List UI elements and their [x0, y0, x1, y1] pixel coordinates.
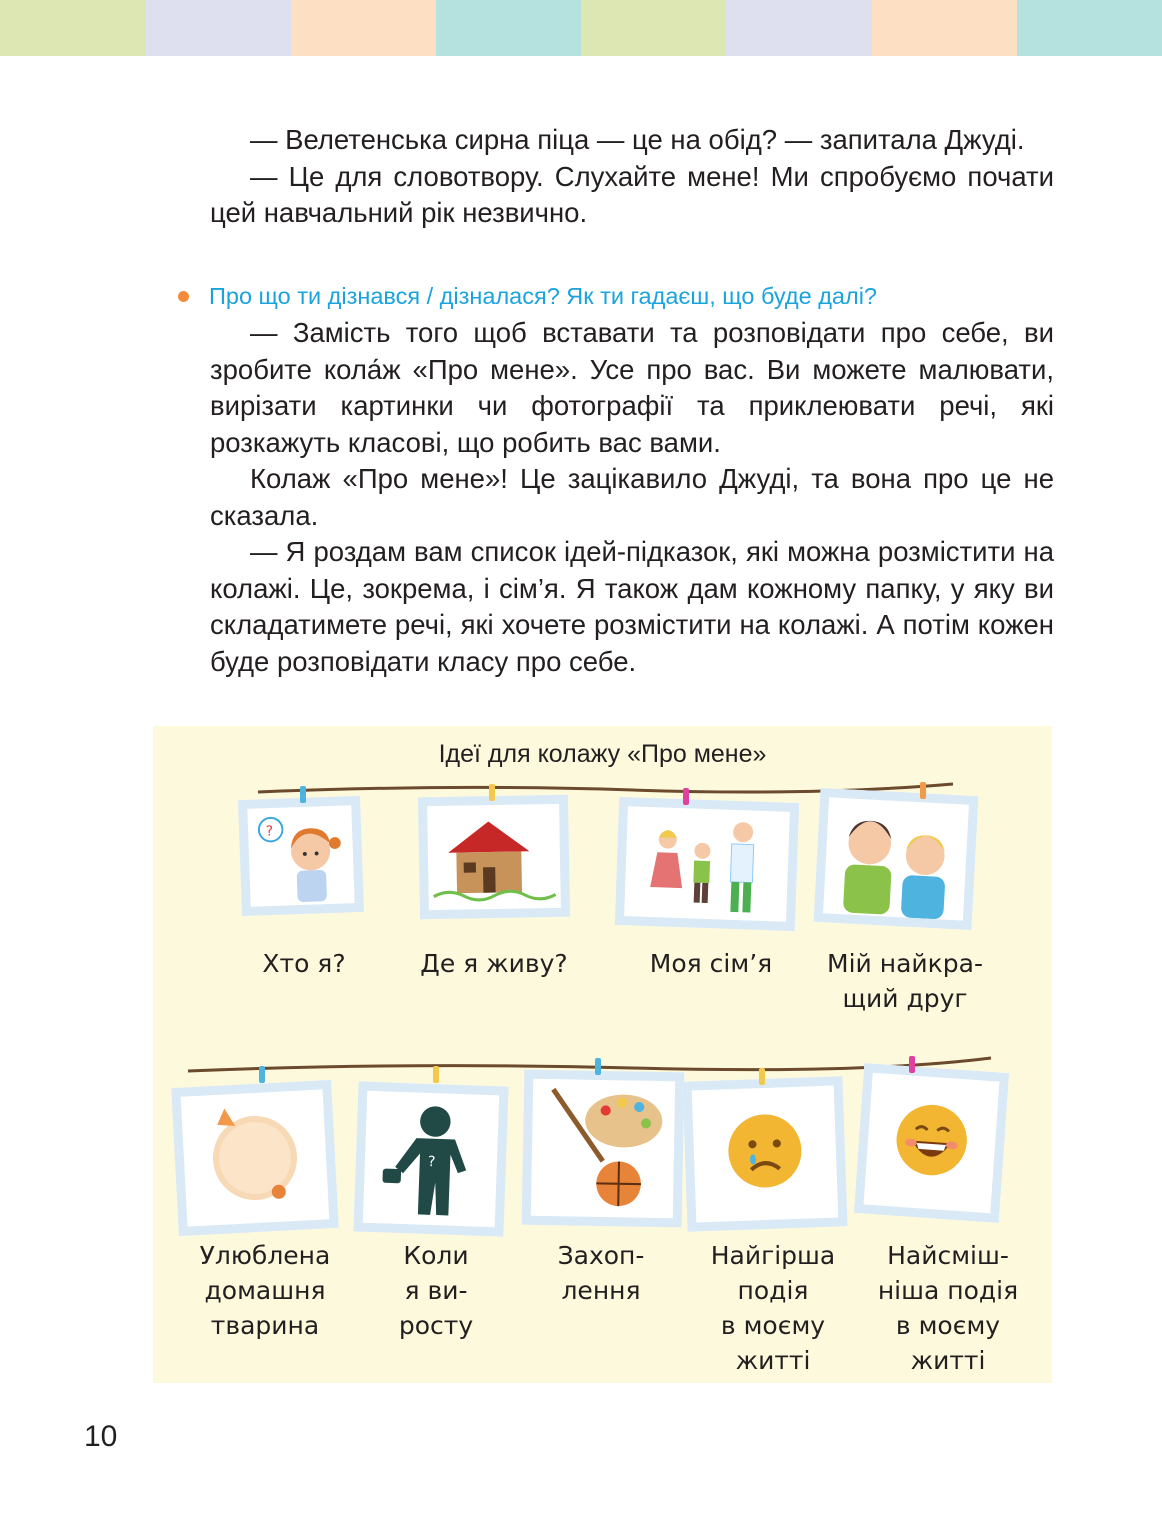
- svg-text:?: ?: [427, 1154, 436, 1171]
- header-color-stripes: [0, 0, 1162, 56]
- photo-hobbies: [522, 1070, 685, 1228]
- stripe: [726, 0, 871, 56]
- story-paragraph: — Я роздам вам список ідей-підказок, які можна розмістити на колажі. Це, зокрема, і сім’я. Я також дам кожному папку, у яку ви складатимете речі, які хочете розмістити на колажі. А потім кожен буде розповідати класу про себе.: [210, 536, 1054, 677]
- idea-caption: Хто я?: [262, 949, 346, 978]
- idea-caption: Моя сім’я: [649, 949, 773, 978]
- family-icon: [624, 806, 790, 922]
- laughing-face-icon: [864, 1073, 1000, 1214]
- clothespin: [909, 1056, 915, 1073]
- question-text: Про що ти дізнався / дізналася? Як ти гадаєш, що буде далі?: [209, 283, 877, 309]
- comprehension-question: [178, 280, 1078, 312]
- palette-basketball-icon: [531, 1079, 675, 1218]
- collage-ideas-box: [153, 726, 1052, 1383]
- photo-when-i-grow-up: [353, 1081, 508, 1236]
- stripe: [872, 0, 1017, 56]
- idea-caption: Мій найкра- щий друг: [827, 949, 983, 1013]
- clothespin: [759, 1068, 765, 1085]
- future-self-silhouette-icon: [363, 1091, 500, 1228]
- story-text-bottom: [210, 315, 1054, 680]
- clothespin: [433, 1066, 439, 1083]
- best-friends-icon: [823, 797, 969, 920]
- fluffy-pet-icon: [181, 1089, 330, 1226]
- stripe: [581, 0, 726, 56]
- stripe: [145, 0, 290, 56]
- idea-caption: Коли я ви- росту: [398, 1241, 474, 1340]
- clothespin: [300, 786, 306, 803]
- girl-question-icon: [247, 805, 354, 907]
- idea-caption: Найгірша подія в моєму житті: [710, 1241, 836, 1375]
- photo-worst-event: [682, 1076, 847, 1231]
- photo-funniest-event: [854, 1063, 1009, 1223]
- stripe: [291, 0, 436, 56]
- idea-caption: Улюблена домашня тварина: [199, 1241, 331, 1340]
- idea-caption: Найсміш- ніша подія в моєму житті: [877, 1241, 1019, 1375]
- story-paragraph: — Це для словотвору. Слухайте мене! Ми спробуємо почати цей навчальний рік незвично.: [210, 160, 1054, 228]
- house-icon: [427, 804, 561, 910]
- ideas-title: Ідеї для колажу «Про мене»: [438, 740, 767, 768]
- photo-my-family: [615, 797, 799, 931]
- photo-where-i-live: [418, 795, 570, 920]
- stripe: [1017, 0, 1162, 56]
- stripe: [0, 0, 145, 56]
- svg-text:?: ?: [265, 823, 274, 840]
- idea-caption: Захоп- лення: [557, 1241, 645, 1305]
- clothespin: [259, 1066, 265, 1083]
- orange-bullet-icon: [178, 291, 189, 302]
- page-number: 10: [84, 1420, 118, 1453]
- story-paragraph: — Велетенська сирна піца — це на обід? — запитала Джуді.: [250, 124, 1025, 155]
- story-text-top: [210, 122, 1054, 232]
- sad-face-icon: [692, 1086, 839, 1223]
- clothespin: [595, 1058, 601, 1075]
- idea-caption: Де я живу?: [420, 949, 568, 978]
- clothespin: [683, 788, 689, 805]
- photo-who-am-i: [238, 796, 364, 916]
- story-paragraph: Колаж «Про мене»! Це зацікавило Джуді, та вона про це не сказала.: [210, 463, 1054, 531]
- photo-favorite-pet: [171, 1080, 339, 1236]
- photo-best-friend: [814, 788, 979, 930]
- clothespin: [920, 782, 926, 799]
- story-paragraph: — Замість того щоб вставати та розповідати про себе, ви зробите кола́ж «Про мене». Усе про вас. Ви можете малювати, вирізати картинки чи фотографії та приклеювати речі, які розкажуть класові, що робить вас вами.: [210, 317, 1054, 458]
- clothespin: [489, 784, 495, 801]
- stripe: [436, 0, 581, 56]
